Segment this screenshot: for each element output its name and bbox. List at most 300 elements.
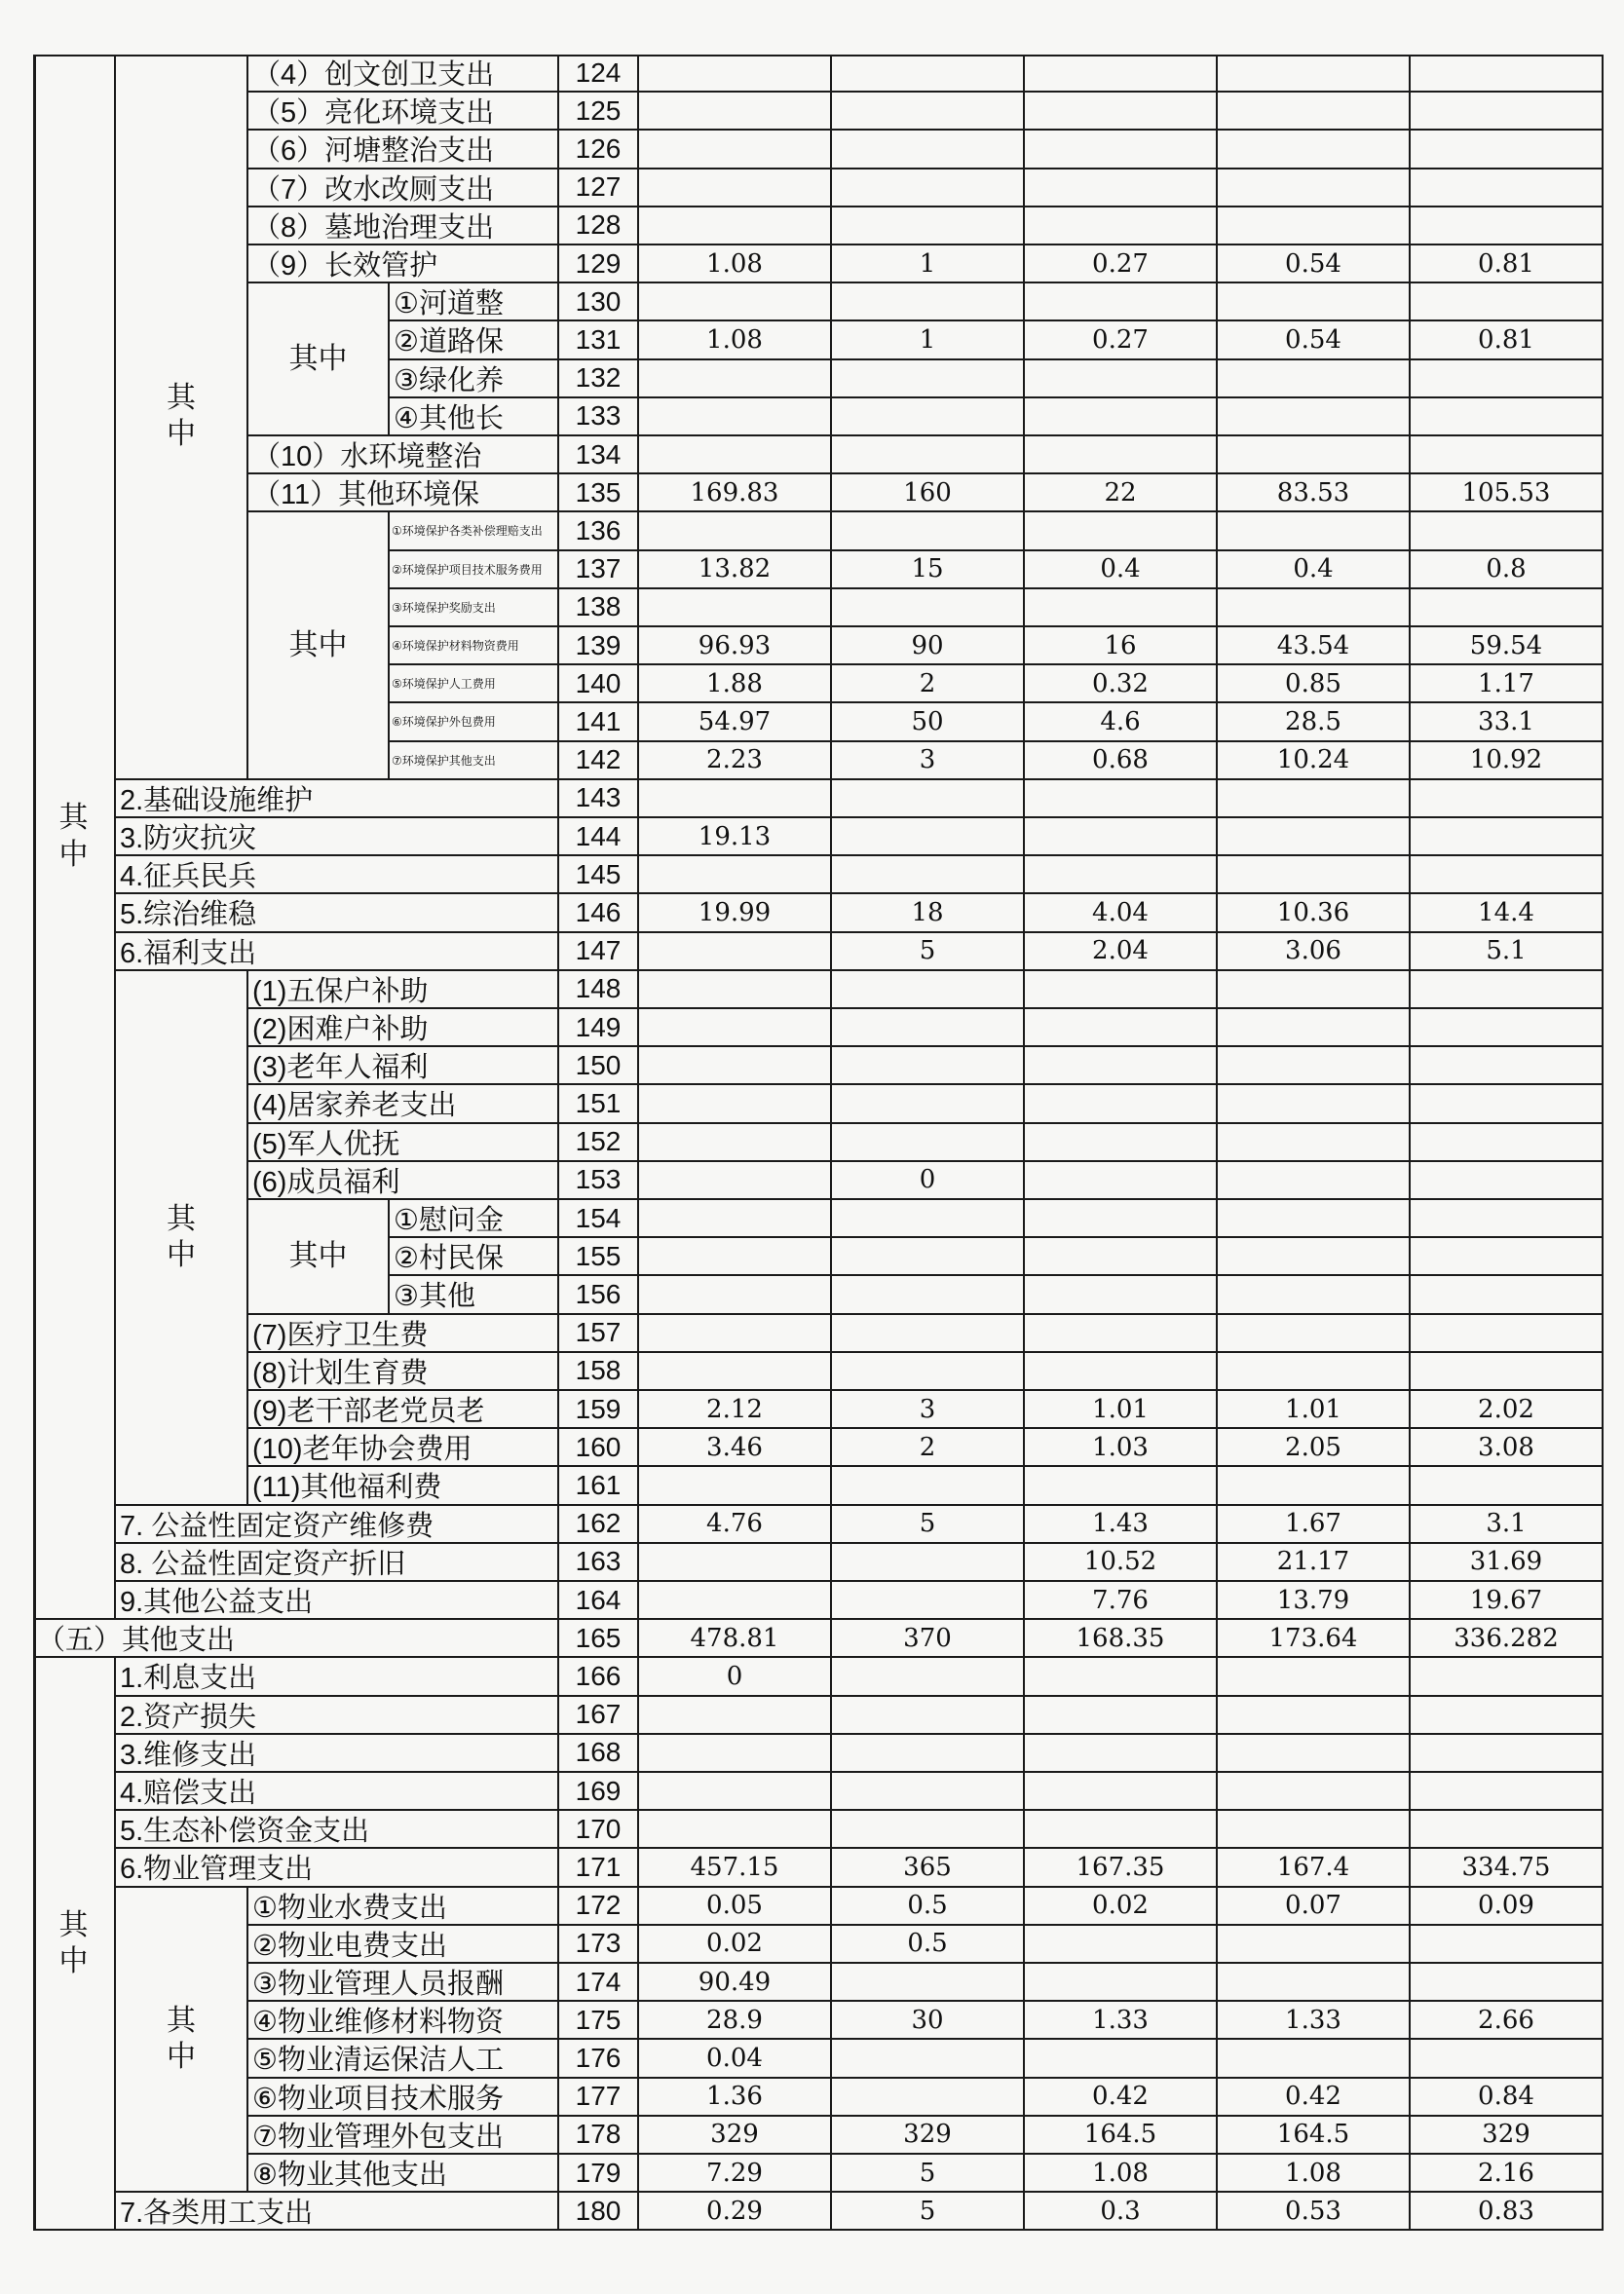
- row-174-value-3: [1025, 1964, 1218, 2002]
- row-140-value-5: 1.17: [1411, 665, 1604, 703]
- row-171-value-3: 167.35: [1025, 1849, 1218, 1887]
- row-125-value-2: [832, 93, 1025, 131]
- row-148-value-5: [1411, 971, 1604, 1009]
- row-147-code: 147: [559, 933, 639, 971]
- row-161-value-3: [1025, 1467, 1218, 1505]
- row-135-label: （11）其他环境保: [248, 474, 559, 512]
- row-127-label: （7）改水改厕支出: [248, 169, 559, 207]
- row-159-value-4: 1.01: [1218, 1391, 1411, 1429]
- row-169-value-3: [1025, 1773, 1218, 1811]
- row-154-label: ①慰问金: [390, 1200, 559, 1238]
- row-148-value-3: [1025, 971, 1218, 1009]
- row-169-value-4: [1218, 1773, 1411, 1811]
- row-166-code: 166: [559, 1658, 639, 1696]
- row-146-label: 5.综治维稳: [116, 894, 559, 932]
- row-178-value-1: 329: [639, 2117, 832, 2155]
- row-160-code: 160: [559, 1429, 639, 1467]
- row-174-code: 174: [559, 1964, 639, 2002]
- row-174-value-2: [832, 1964, 1025, 2002]
- row-155-value-2: [832, 1238, 1025, 1276]
- row-152-value-5: [1411, 1124, 1604, 1162]
- row-148-label: (1)五保户补助: [248, 971, 559, 1009]
- row-154-value-1: [639, 1200, 832, 1238]
- row-136-label: ①环境保护各类补偿理赔支出: [390, 512, 559, 550]
- row-157-value-2: [832, 1315, 1025, 1353]
- row-128-label: （8）墓地治理支出: [248, 207, 559, 245]
- row-177-value-4: 0.42: [1218, 2079, 1411, 2117]
- row-142-value-2: 3: [832, 742, 1025, 780]
- row-180-value-4: 0.53: [1218, 2193, 1411, 2231]
- row-144-value-5: [1411, 818, 1604, 856]
- row-172-value-4: 0.07: [1218, 1888, 1411, 1926]
- row-179-value-2: 5: [832, 2155, 1025, 2193]
- row-152-label: (5)军人优抚: [248, 1124, 559, 1162]
- row-146-value-1: 19.99: [639, 894, 832, 932]
- row-127-value-1: [639, 169, 832, 207]
- row-158-code: 158: [559, 1353, 639, 1391]
- row-157-code: 157: [559, 1315, 639, 1353]
- row-142-value-1: 2.23: [639, 742, 832, 780]
- group-label-g7: 其 中: [33, 1658, 116, 2231]
- row-151-value-2: [832, 1085, 1025, 1123]
- row-171-value-5: 334.75: [1411, 1849, 1604, 1887]
- row-138-value-2: [832, 589, 1025, 627]
- row-162-value-3: 1.43: [1025, 1506, 1218, 1544]
- row-146-value-2: 18: [832, 894, 1025, 932]
- row-149-value-3: [1025, 1009, 1218, 1047]
- row-156-label: ③其他: [390, 1276, 559, 1314]
- row-143-value-5: [1411, 780, 1604, 818]
- row-173-code: 173: [559, 1926, 639, 1964]
- row-129-value-5: 0.81: [1411, 245, 1604, 283]
- row-129-label: （9）长效管护: [248, 245, 559, 283]
- row-145-value-5: [1411, 856, 1604, 894]
- row-162-code: 162: [559, 1506, 639, 1544]
- row-161-value-4: [1218, 1467, 1411, 1505]
- row-177-value-3: 0.42: [1025, 2079, 1218, 2117]
- row-165-value-4: 173.64: [1218, 1620, 1411, 1658]
- row-159-value-5: 2.02: [1411, 1391, 1604, 1429]
- row-146-code: 146: [559, 894, 639, 932]
- row-153-label: (6)成员福利: [248, 1162, 559, 1200]
- row-160-value-1: 3.46: [639, 1429, 832, 1467]
- row-151-code: 151: [559, 1085, 639, 1123]
- row-151-value-4: [1218, 1085, 1411, 1123]
- row-164-value-5: 19.67: [1411, 1582, 1604, 1620]
- group-label-g8: 其 中: [116, 1888, 248, 2194]
- row-134-value-5: [1411, 436, 1604, 474]
- row-142-code: 142: [559, 742, 639, 780]
- row-145-value-3: [1025, 856, 1218, 894]
- row-158-value-3: [1025, 1353, 1218, 1391]
- row-130-value-3: [1025, 283, 1218, 321]
- row-133-value-3: [1025, 398, 1218, 436]
- row-145-code: 145: [559, 856, 639, 894]
- row-150-code: 150: [559, 1047, 639, 1085]
- row-135-value-5: 105.53: [1411, 474, 1604, 512]
- row-138-label: ③环境保护奖励支出: [390, 589, 559, 627]
- row-157-label: (7)医疗卫生费: [248, 1315, 559, 1353]
- row-167-value-1: [639, 1697, 832, 1735]
- row-170-code: 170: [559, 1811, 639, 1849]
- row-177-value-1: 1.36: [639, 2079, 832, 2117]
- row-166-value-2: [832, 1658, 1025, 1696]
- row-130-code: 130: [559, 283, 639, 321]
- row-165-label: （五）其他支出: [33, 1620, 559, 1658]
- row-147-label: 6.福利支出: [116, 933, 559, 971]
- row-143-value-1: [639, 780, 832, 818]
- row-124-value-5: [1411, 55, 1604, 93]
- row-176-value-3: [1025, 2040, 1218, 2078]
- row-161-value-2: [832, 1467, 1025, 1505]
- row-178-value-2: 329: [832, 2117, 1025, 2155]
- row-179-label: ⑧物业其他支出: [248, 2155, 559, 2193]
- row-146-value-4: 10.36: [1218, 894, 1411, 932]
- row-162-value-4: 1.67: [1218, 1506, 1411, 1544]
- row-140-value-1: 1.88: [639, 665, 832, 703]
- row-151-value-5: [1411, 1085, 1604, 1123]
- row-126-label: （6）河塘整治支出: [248, 131, 559, 169]
- row-125-code: 125: [559, 93, 639, 131]
- row-177-code: 177: [559, 2079, 639, 2117]
- row-164-value-1: [639, 1582, 832, 1620]
- row-163-label: 8. 公益性固定资产折旧: [116, 1544, 559, 1582]
- row-165-value-5: 336.282: [1411, 1620, 1604, 1658]
- row-158-label: (8)计划生育费: [248, 1353, 559, 1391]
- row-179-code: 179: [559, 2155, 639, 2193]
- row-134-value-4: [1218, 436, 1411, 474]
- row-172-value-3: 0.02: [1025, 1888, 1218, 1926]
- row-128-value-3: [1025, 207, 1218, 245]
- row-170-value-5: [1411, 1811, 1604, 1849]
- row-171-value-1: 457.15: [639, 1849, 832, 1887]
- row-127-value-4: [1218, 169, 1411, 207]
- row-163-value-3: 10.52: [1025, 1544, 1218, 1582]
- row-152-code: 152: [559, 1124, 639, 1162]
- row-157-value-3: [1025, 1315, 1218, 1353]
- row-124-label: （4）创文创卫支出: [248, 55, 559, 93]
- row-154-code: 154: [559, 1200, 639, 1238]
- row-174-value-4: [1218, 1964, 1411, 2002]
- row-173-value-4: [1218, 1926, 1411, 1964]
- row-149-code: 149: [559, 1009, 639, 1047]
- row-131-code: 131: [559, 321, 639, 359]
- row-161-code: 161: [559, 1467, 639, 1505]
- row-131-value-1: 1.08: [639, 321, 832, 359]
- row-141-value-1: 54.97: [639, 703, 832, 741]
- row-124-code: 124: [559, 55, 639, 93]
- row-173-value-5: [1411, 1926, 1604, 1964]
- row-130-value-5: [1411, 283, 1604, 321]
- row-179-value-3: 1.08: [1025, 2155, 1218, 2193]
- row-159-value-1: 2.12: [639, 1391, 832, 1429]
- row-171-code: 171: [559, 1849, 639, 1887]
- row-125-value-5: [1411, 93, 1604, 131]
- row-163-value-4: 21.17: [1218, 1544, 1411, 1582]
- row-143-value-2: [832, 780, 1025, 818]
- row-126-value-4: [1218, 131, 1411, 169]
- row-142-value-4: 10.24: [1218, 742, 1411, 780]
- row-148-value-2: [832, 971, 1025, 1009]
- row-180-value-1: 0.29: [639, 2193, 832, 2231]
- group-label-g5: 其 中: [116, 971, 248, 1506]
- row-140-label: ⑤环境保护人工费用: [390, 665, 559, 703]
- row-170-value-4: [1218, 1811, 1411, 1849]
- row-134-value-2: [832, 436, 1025, 474]
- row-158-value-1: [639, 1353, 832, 1391]
- row-163-code: 163: [559, 1544, 639, 1582]
- row-132-code: 132: [559, 360, 639, 398]
- row-174-value-1: 90.49: [639, 1964, 832, 2002]
- row-159-value-3: 1.01: [1025, 1391, 1218, 1429]
- row-150-value-1: [639, 1047, 832, 1085]
- row-172-label: ①物业水费支出: [248, 1888, 559, 1926]
- row-128-value-2: [832, 207, 1025, 245]
- row-175-label: ④物业维修材料物资: [248, 2002, 559, 2040]
- row-148-value-4: [1218, 971, 1411, 1009]
- row-141-label: ⑥环境保护外包费用: [390, 703, 559, 741]
- row-167-value-5: [1411, 1697, 1604, 1735]
- row-174-label: ③物业管理人员报酬: [248, 1964, 559, 2002]
- row-175-value-5: 2.66: [1411, 2002, 1604, 2040]
- group-label-g6: 其中: [248, 1200, 390, 1315]
- row-144-value-4: [1218, 818, 1411, 856]
- row-172-value-5: 0.09: [1411, 1888, 1604, 1926]
- row-169-label: 4.赔偿支出: [116, 1773, 559, 1811]
- row-133-label: ④其他长: [390, 398, 559, 436]
- row-126-value-5: [1411, 131, 1604, 169]
- row-167-value-4: [1218, 1697, 1411, 1735]
- row-176-value-4: [1218, 2040, 1411, 2078]
- row-167-value-3: [1025, 1697, 1218, 1735]
- row-157-value-4: [1218, 1315, 1411, 1353]
- row-135-value-4: 83.53: [1218, 474, 1411, 512]
- row-157-value-1: [639, 1315, 832, 1353]
- row-128-value-1: [639, 207, 832, 245]
- row-167-value-2: [832, 1697, 1025, 1735]
- row-168-value-4: [1218, 1735, 1411, 1773]
- row-180-value-3: 0.3: [1025, 2193, 1218, 2231]
- row-140-value-3: 0.32: [1025, 665, 1218, 703]
- row-134-code: 134: [559, 436, 639, 474]
- row-170-value-3: [1025, 1811, 1218, 1849]
- row-138-code: 138: [559, 589, 639, 627]
- row-166-label: 1.利息支出: [116, 1658, 559, 1696]
- row-130-value-1: [639, 283, 832, 321]
- row-161-value-5: [1411, 1467, 1604, 1505]
- row-176-label: ⑤物业清运保洁人工: [248, 2040, 559, 2078]
- row-149-value-4: [1218, 1009, 1411, 1047]
- row-160-value-3: 1.03: [1025, 1429, 1218, 1467]
- row-139-label: ④环境保护材料物资费用: [390, 627, 559, 665]
- row-128-code: 128: [559, 207, 639, 245]
- row-147-value-2: 5: [832, 933, 1025, 971]
- row-173-value-3: [1025, 1926, 1218, 1964]
- row-171-value-2: 365: [832, 1849, 1025, 1887]
- row-178-value-4: 164.5: [1218, 2117, 1411, 2155]
- row-131-value-5: 0.81: [1411, 321, 1604, 359]
- row-144-value-2: [832, 818, 1025, 856]
- row-146-value-5: 14.4: [1411, 894, 1604, 932]
- row-136-value-3: [1025, 512, 1218, 550]
- row-153-code: 153: [559, 1162, 639, 1200]
- row-158-value-4: [1218, 1353, 1411, 1391]
- row-178-label: ⑦物业管理外包支出: [248, 2117, 559, 2155]
- row-141-value-3: 4.6: [1025, 703, 1218, 741]
- row-165-value-3: 168.35: [1025, 1620, 1218, 1658]
- row-145-value-2: [832, 856, 1025, 894]
- row-154-value-5: [1411, 1200, 1604, 1238]
- row-160-value-2: 2: [832, 1429, 1025, 1467]
- row-147-value-5: 5.1: [1411, 933, 1604, 971]
- row-153-value-5: [1411, 1162, 1604, 1200]
- row-135-code: 135: [559, 474, 639, 512]
- row-126-value-2: [832, 131, 1025, 169]
- row-156-code: 156: [559, 1276, 639, 1314]
- row-132-label: ③绿化养: [390, 360, 559, 398]
- row-147-value-1: [639, 933, 832, 971]
- row-169-code: 169: [559, 1773, 639, 1811]
- row-172-value-1: 0.05: [639, 1888, 832, 1926]
- row-159-label: (9)老干部老党员老: [248, 1391, 559, 1429]
- row-164-value-3: 7.76: [1025, 1582, 1218, 1620]
- row-144-code: 144: [559, 818, 639, 856]
- row-162-label: 7. 公益性固定资产维修费: [116, 1506, 559, 1544]
- row-180-label: 7.各类用工支出: [116, 2193, 559, 2231]
- row-124-value-4: [1218, 55, 1411, 93]
- row-139-value-3: 16: [1025, 627, 1218, 665]
- row-127-value-2: [832, 169, 1025, 207]
- row-151-value-3: [1025, 1085, 1218, 1123]
- row-173-value-1: 0.02: [639, 1926, 832, 1964]
- row-165-value-1: 478.81: [639, 1620, 832, 1658]
- row-127-value-5: [1411, 169, 1604, 207]
- row-150-value-3: [1025, 1047, 1218, 1085]
- group-label-g1: 其 中: [33, 55, 116, 1620]
- row-139-value-1: 96.93: [639, 627, 832, 665]
- row-176-value-2: [832, 2040, 1025, 2078]
- row-173-value-2: 0.5: [832, 1926, 1025, 1964]
- row-129-code: 129: [559, 245, 639, 283]
- row-126-value-3: [1025, 131, 1218, 169]
- row-149-label: (2)困难户补助: [248, 1009, 559, 1047]
- row-128-value-5: [1411, 207, 1604, 245]
- row-137-value-3: 0.4: [1025, 551, 1218, 589]
- row-131-value-4: 0.54: [1218, 321, 1411, 359]
- row-132-value-3: [1025, 360, 1218, 398]
- row-130-label: ①河道整: [390, 283, 559, 321]
- row-137-value-1: 13.82: [639, 551, 832, 589]
- group-label-g2: 其 中: [116, 55, 248, 780]
- row-143-value-4: [1218, 780, 1411, 818]
- row-154-value-2: [832, 1200, 1025, 1238]
- row-177-value-5: 0.84: [1411, 2079, 1604, 2117]
- row-176-value-1: 0.04: [639, 2040, 832, 2078]
- row-155-code: 155: [559, 1238, 639, 1276]
- row-138-value-5: [1411, 589, 1604, 627]
- row-159-value-2: 3: [832, 1391, 1025, 1429]
- row-169-value-5: [1411, 1773, 1604, 1811]
- row-130-value-2: [832, 283, 1025, 321]
- row-149-value-2: [832, 1009, 1025, 1047]
- group-label-g3: 其中: [248, 283, 390, 436]
- row-171-label: 6.物业管理支出: [116, 1849, 559, 1887]
- row-133-value-2: [832, 398, 1025, 436]
- group-label-g4: 其中: [248, 512, 390, 779]
- row-137-value-2: 15: [832, 551, 1025, 589]
- row-132-value-5: [1411, 360, 1604, 398]
- row-172-code: 172: [559, 1888, 639, 1926]
- row-132-value-1: [639, 360, 832, 398]
- row-133-value-4: [1218, 398, 1411, 436]
- row-130-value-4: [1218, 283, 1411, 321]
- row-169-value-1: [639, 1773, 832, 1811]
- row-168-value-5: [1411, 1735, 1604, 1773]
- row-153-value-1: [639, 1162, 832, 1200]
- row-180-value-5: 0.83: [1411, 2193, 1604, 2231]
- row-161-label: (11)其他福利费: [248, 1467, 559, 1505]
- row-136-value-2: [832, 512, 1025, 550]
- row-143-code: 143: [559, 780, 639, 818]
- row-151-value-1: [639, 1085, 832, 1123]
- row-138-value-4: [1218, 589, 1411, 627]
- row-164-value-2: [832, 1582, 1025, 1620]
- row-135-value-2: 160: [832, 474, 1025, 512]
- row-175-value-3: 1.33: [1025, 2002, 1218, 2040]
- row-178-code: 178: [559, 2117, 639, 2155]
- row-177-label: ⑥物业项目技术服务: [248, 2079, 559, 2117]
- row-179-value-4: 1.08: [1218, 2155, 1411, 2193]
- row-124-value-2: [832, 55, 1025, 93]
- row-160-label: (10)老年协会费用: [248, 1429, 559, 1467]
- row-129-value-2: 1: [832, 245, 1025, 283]
- row-146-value-3: 4.04: [1025, 894, 1218, 932]
- row-153-value-2: 0: [832, 1162, 1025, 1200]
- row-171-value-4: 167.4: [1218, 1849, 1411, 1887]
- row-129-value-3: 0.27: [1025, 245, 1218, 283]
- row-142-label: ⑦环境保护其他支出: [390, 742, 559, 780]
- row-154-value-4: [1218, 1200, 1411, 1238]
- row-170-label: 5.生态补偿资金支出: [116, 1811, 559, 1849]
- row-152-value-2: [832, 1124, 1025, 1162]
- row-162-value-5: 3.1: [1411, 1506, 1604, 1544]
- row-139-code: 139: [559, 627, 639, 665]
- row-163-value-2: [832, 1544, 1025, 1582]
- row-151-label: (4)居家养老支出: [248, 1085, 559, 1123]
- row-144-value-1: 19.13: [639, 818, 832, 856]
- row-141-value-2: 50: [832, 703, 1025, 741]
- row-155-value-1: [639, 1238, 832, 1276]
- row-162-value-2: 5: [832, 1506, 1025, 1544]
- row-144-label: 3.防灾抗灾: [116, 818, 559, 856]
- row-141-value-4: 28.5: [1218, 703, 1411, 741]
- row-150-value-2: [832, 1047, 1025, 1085]
- row-125-label: （5）亮化环境支出: [248, 93, 559, 131]
- row-126-value-1: [639, 131, 832, 169]
- row-135-value-1: 169.83: [639, 474, 832, 512]
- row-160-value-4: 2.05: [1218, 1429, 1411, 1467]
- row-129-value-1: 1.08: [639, 245, 832, 283]
- row-177-value-2: [832, 2079, 1025, 2117]
- row-175-value-2: 30: [832, 2002, 1025, 2040]
- row-175-value-4: 1.33: [1218, 2002, 1411, 2040]
- row-163-value-1: [639, 1544, 832, 1582]
- row-133-code: 133: [559, 398, 639, 436]
- row-149-value-1: [639, 1009, 832, 1047]
- row-158-value-5: [1411, 1353, 1604, 1391]
- row-168-value-2: [832, 1735, 1025, 1773]
- row-155-value-4: [1218, 1238, 1411, 1276]
